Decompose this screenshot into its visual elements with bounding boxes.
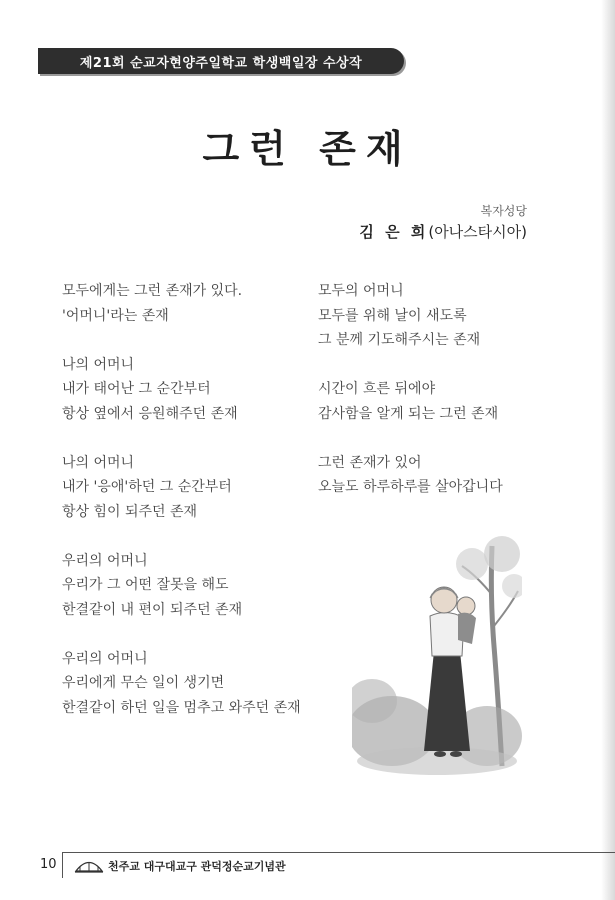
poem-line: 감사함을 알게 되는 그런 존재 <box>318 405 499 422</box>
poem-line: 오늘도 하루하루를 살아갑니다 <box>318 479 503 495</box>
memorial-hall-logo-icon <box>74 856 104 874</box>
poem-stanza <box>62 353 312 427</box>
poem-line: 우리의 어머니 <box>62 552 148 569</box>
poem-stanza <box>318 451 558 500</box>
footer-publisher: 천주교 대구대교구 관덕정순교기념관 <box>108 860 286 873</box>
poem-line: 우리에게 무슨 일이 생기면 <box>62 675 225 691</box>
footer-divider <box>62 852 63 878</box>
poem-left-column <box>62 279 312 745</box>
author-church: 복자성당 <box>480 204 527 218</box>
poem-line: 그 분께 기도해주시는 존재 <box>318 332 481 348</box>
author-name: 김 은 희 <box>359 223 429 241</box>
poem-stanza <box>62 647 312 721</box>
poem-line: 시간이 흐른 뒤에야 <box>318 381 436 397</box>
poem-line: 항상 힘이 되주던 존재 <box>62 503 198 520</box>
poem-right-column <box>318 279 558 524</box>
poem-line: 나의 어머니 <box>62 454 135 471</box>
poem-line: 모두에게는 그런 존재가 있다. <box>62 283 243 299</box>
poem-line: '어머니'라는 존재 <box>62 307 169 324</box>
poem-line: 모두의 어머니 <box>318 283 404 299</box>
poem-line: 우리가 그 어떤 잘못을 해도 <box>62 577 229 593</box>
mother-and-child-illustration <box>352 536 522 776</box>
poem-line: 우리의 어머니 <box>62 650 148 667</box>
section-header-bar <box>38 48 404 74</box>
poem-line: 내가 '응애'하던 그 순간부터 <box>62 479 232 495</box>
poem-stanza <box>318 377 558 426</box>
poem-line: 나의 어머니 <box>62 356 135 373</box>
author-baptismal-name: (아나스타시아) <box>428 223 527 241</box>
poem-title: 그런 존재 <box>202 126 413 171</box>
footer-rule <box>62 852 615 853</box>
poem-stanza <box>62 279 312 328</box>
poem-line: 그런 존재가 있어 <box>318 454 422 471</box>
author-line <box>359 221 527 242</box>
poem-line: 한결같이 하던 일을 멈추고 와주던 존재 <box>62 699 301 716</box>
poem-stanza <box>62 451 312 525</box>
poem-line: 모두를 위해 날이 새도록 <box>318 307 467 324</box>
section-header-label: 제21회 순교자현양주일학교 학생백일장 수상작 <box>79 55 363 71</box>
poem-line: 항상 옆에서 응원해주던 존재 <box>62 405 238 422</box>
poem-line: 한결같이 내 편이 되주던 존재 <box>62 601 243 618</box>
page-number: 10 <box>40 857 57 872</box>
poem-stanza <box>318 279 558 353</box>
poem-stanza <box>62 549 312 623</box>
poem-line: 내가 태어난 그 순간부터 <box>62 381 211 397</box>
